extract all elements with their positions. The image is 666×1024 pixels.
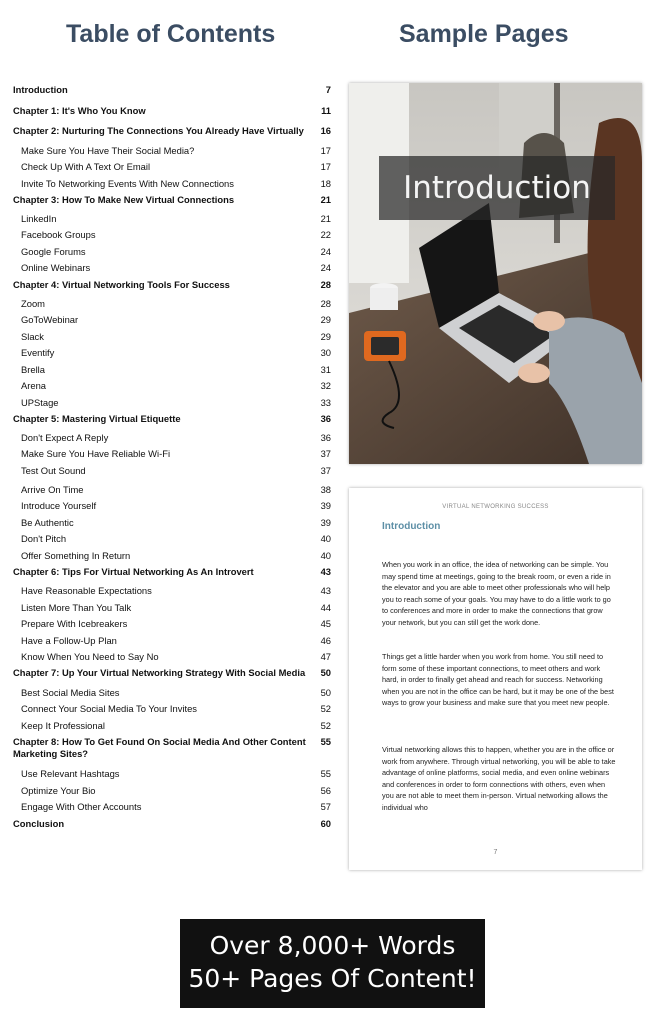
- toc-page-number: 38: [320, 484, 331, 495]
- toc-title: Offer Something In Return: [21, 550, 131, 561]
- toc-section-row: [13, 213, 331, 225]
- toc-chapter-row: [13, 194, 331, 206]
- toc-title: Zoom: [21, 298, 45, 309]
- toc-section-row: [13, 785, 331, 797]
- toc-title: Chapter 2: Nurturing The Connections You Already Have Virtually: [13, 125, 304, 136]
- toc-section-row: [13, 380, 331, 392]
- toc-page-number: 43: [320, 585, 331, 596]
- toc-title: Optimize Your Bio: [21, 785, 96, 796]
- toc-chapter-row: [13, 736, 331, 760]
- toc-title: GoToWebinar: [21, 314, 79, 325]
- toc-title: Arena: [21, 380, 47, 391]
- toc-page-number: 57: [320, 801, 331, 812]
- toc-page-number: 44: [320, 602, 331, 613]
- toc-title: Be Authentic: [21, 517, 74, 528]
- toc-title: Don't Expect A Reply: [21, 432, 109, 443]
- toc-title: Connect Your Social Media To Your Invites: [21, 703, 197, 714]
- toc-page-number: 40: [320, 533, 331, 544]
- toc-section-row: [13, 246, 331, 258]
- toc-page-number: 36: [320, 413, 331, 424]
- toc-section-row: [13, 618, 331, 630]
- toc-title: Chapter 8: How To Get Found On Social Media And Other Content Marketing Sites?: [13, 736, 306, 759]
- toc-section-row: [13, 533, 331, 545]
- toc-section-row: [13, 347, 331, 359]
- toc-page-number: 7: [325, 84, 331, 95]
- toc-page-number: 16: [320, 125, 331, 136]
- toc-title: Make Sure You Have Their Social Media?: [21, 145, 195, 156]
- toc-title: Prepare With Icebreakers: [21, 618, 128, 629]
- toc-chapter-row: [13, 105, 331, 117]
- toc-section-row: [13, 448, 331, 460]
- toc-page-number: 18: [320, 178, 331, 189]
- toc-page-number: 33: [320, 397, 331, 408]
- toc-title: UPStage: [21, 397, 59, 408]
- toc-page-number: 37: [320, 448, 331, 459]
- toc-page-number: 30: [320, 347, 331, 358]
- toc-title: LinkedIn: [21, 213, 57, 224]
- promo-page-count: 50+ Pages Of Content!: [188, 964, 477, 993]
- toc-section-row: [13, 635, 331, 647]
- toc-title: Test Out Sound: [21, 465, 86, 476]
- toc-page-number: 45: [320, 618, 331, 629]
- toc-title: Invite To Networking Events With New Connections: [21, 178, 234, 189]
- running-header: VIRTUAL NETWORKING SUCCESS: [442, 504, 549, 510]
- toc-title: Chapter 1: It's Who You Know: [13, 105, 146, 116]
- sample-cover-page: [349, 83, 642, 464]
- toc-page-number: 31: [320, 364, 331, 375]
- toc-title: Chapter 3: How To Make New Virtual Connections: [13, 194, 235, 205]
- toc-page-number: 52: [320, 703, 331, 714]
- toc-page-number: 28: [320, 279, 331, 290]
- toc-section-row: [13, 161, 331, 173]
- toc-title: Chapter 7: Up Your Virtual Networking Strategy With Social Media: [13, 667, 306, 678]
- sample-text-page: [349, 488, 642, 870]
- paragraph: When you work in an office, the idea of networking can be simple. You may spend time at meetings, going to the break room, or even a ride in the elevator and you are able to meet other professionals who will help you to reach some of your goals. You may have to do a little work to go to conferences and more in order to make the connections that grow your network, but you can still get the work done.: [382, 560, 611, 627]
- toc-page-number: 37: [320, 465, 331, 476]
- toc-chapter-row: [13, 279, 331, 291]
- toc-page-number: 29: [320, 331, 331, 342]
- toc-page-number: 43: [320, 566, 331, 577]
- toc-section-row: [13, 298, 331, 310]
- toc-section-row: [13, 550, 331, 562]
- toc-page-number: 28: [320, 298, 331, 309]
- toc-title: Eventify: [21, 347, 55, 358]
- paragraph: Virtual networking allows this to happen, whether you are in the office or work from anywhere. Through virtual networking, you will be able to take advantage of online platforms, social media, and even online webinars and conferences in order to form connections with others, even when you are not able to meet them in-person. Virtual networking allows the individual who: [382, 745, 616, 812]
- toc-title: Introduce Yourself: [21, 500, 97, 511]
- toc-title: Listen More Than You Talk: [21, 602, 132, 613]
- toc-title: Check Up With A Text Or Email: [21, 161, 151, 172]
- toc-section-row: [13, 397, 331, 409]
- toc-chapter-row: [13, 125, 331, 137]
- toc-section-row: [13, 585, 331, 597]
- toc-section-row: [13, 331, 331, 343]
- toc-section-row: [13, 517, 331, 529]
- toc-title: Use Relevant Hashtags: [21, 768, 120, 779]
- toc-section-row: [13, 465, 331, 477]
- toc-page-number: 55: [320, 736, 331, 747]
- toc-page-number: 24: [320, 246, 331, 257]
- toc-section-row: [13, 432, 331, 444]
- toc-section-row: [13, 768, 331, 780]
- cover-title: Introduction: [403, 170, 591, 206]
- toc-title: Know When You Need to Say No: [21, 651, 159, 662]
- toc-chapter-row: [13, 818, 331, 830]
- toc-title: Brella: [21, 364, 45, 375]
- paragraph: Things get a little harder when you work from home. You still need to form some of these important connections, to meet others and work hard, in order to finally get ahead and reach for success. Networking when you are not in the office can be hard, but it may be one of the best ways to grow your business and make sure that you meet new people.: [382, 652, 614, 707]
- toc-section-row: [13, 720, 331, 732]
- page-heading: Introduction: [382, 521, 441, 532]
- toc-page-number: 47: [320, 651, 331, 662]
- toc-page-number: 29: [320, 314, 331, 325]
- toc-section-row: [13, 314, 331, 326]
- toc-section-row: [13, 262, 331, 274]
- laptop-photo-illustration: [349, 83, 642, 464]
- toc-page-number: 22: [320, 229, 331, 240]
- toc-section-row: [13, 484, 331, 496]
- toc-title: Make Sure You Have Reliable Wi-Fi: [21, 448, 171, 459]
- toc-title: Introduction: [13, 84, 68, 95]
- toc-section-row: [13, 687, 331, 699]
- toc-section-row: [13, 500, 331, 512]
- sample-pages-heading: Sample Pages: [399, 20, 569, 48]
- toc-title: Facebook Groups: [21, 229, 96, 240]
- toc-title: Online Webinars: [21, 262, 91, 273]
- toc-page-number: 39: [320, 517, 331, 528]
- toc-page-number: 52: [320, 720, 331, 731]
- toc-section-row: [13, 364, 331, 376]
- toc-page-number: 24: [320, 262, 331, 273]
- toc-title: Conclusion: [13, 818, 65, 829]
- page-number: 7: [493, 849, 498, 856]
- toc-page-number: 11: [321, 105, 331, 116]
- toc-chapter-row: [13, 413, 331, 425]
- promo-banner: [180, 919, 485, 1008]
- toc-page-number: 17: [320, 145, 331, 156]
- toc-section-row: [13, 229, 331, 241]
- toc-section-row: [13, 703, 331, 715]
- toc-title: Have Reasonable Expectations: [21, 585, 152, 596]
- toc-section-row: [13, 178, 331, 190]
- toc-heading: Table of Contents: [66, 20, 276, 48]
- toc-section-row: [13, 602, 331, 614]
- toc-page-number: 21: [320, 213, 331, 224]
- promo-word-count: Over 8,000+ Words: [209, 931, 456, 960]
- toc-title: Google Forums: [21, 246, 86, 257]
- toc-page-number: 50: [320, 687, 331, 698]
- cover-title-bar: [379, 156, 615, 220]
- toc-title: Don't Pitch: [21, 533, 67, 544]
- toc-page-number: 60: [320, 818, 331, 829]
- toc-chapter-row: [13, 84, 331, 96]
- toc-title: Engage With Other Accounts: [21, 801, 142, 812]
- toc-chapter-row: [13, 667, 331, 679]
- toc-page-number: 50: [320, 667, 331, 678]
- toc-title: Chapter 6: Tips For Virtual Networking As An Introvert: [13, 566, 254, 577]
- toc-page-number: 32: [320, 380, 331, 391]
- toc-page-number: 36: [320, 432, 331, 443]
- toc-title: Keep It Professional: [21, 720, 105, 731]
- toc-title: Slack: [21, 331, 44, 342]
- toc-section-row: [13, 651, 331, 663]
- toc-title: Have a Follow-Up Plan: [21, 635, 117, 646]
- toc-title: Arrive On Time: [21, 484, 84, 495]
- toc-page-number: 39: [320, 500, 331, 511]
- toc-chapter-row: [13, 566, 331, 578]
- toc-section-row: [13, 801, 331, 813]
- toc-title: Chapter 5: Mastering Virtual Etiquette: [13, 413, 181, 424]
- toc-title: Chapter 4: Virtual Networking Tools For Success: [13, 279, 230, 290]
- toc-page-number: 56: [320, 785, 331, 796]
- toc-section-row: [13, 145, 331, 157]
- toc-page-number: 40: [320, 550, 331, 561]
- toc-title: Best Social Media Sites: [21, 687, 120, 698]
- toc-page-number: 21: [320, 194, 331, 205]
- toc-page-number: 46: [320, 635, 331, 646]
- toc-page-number: 55: [320, 768, 331, 779]
- toc-page-number: 17: [320, 161, 331, 172]
